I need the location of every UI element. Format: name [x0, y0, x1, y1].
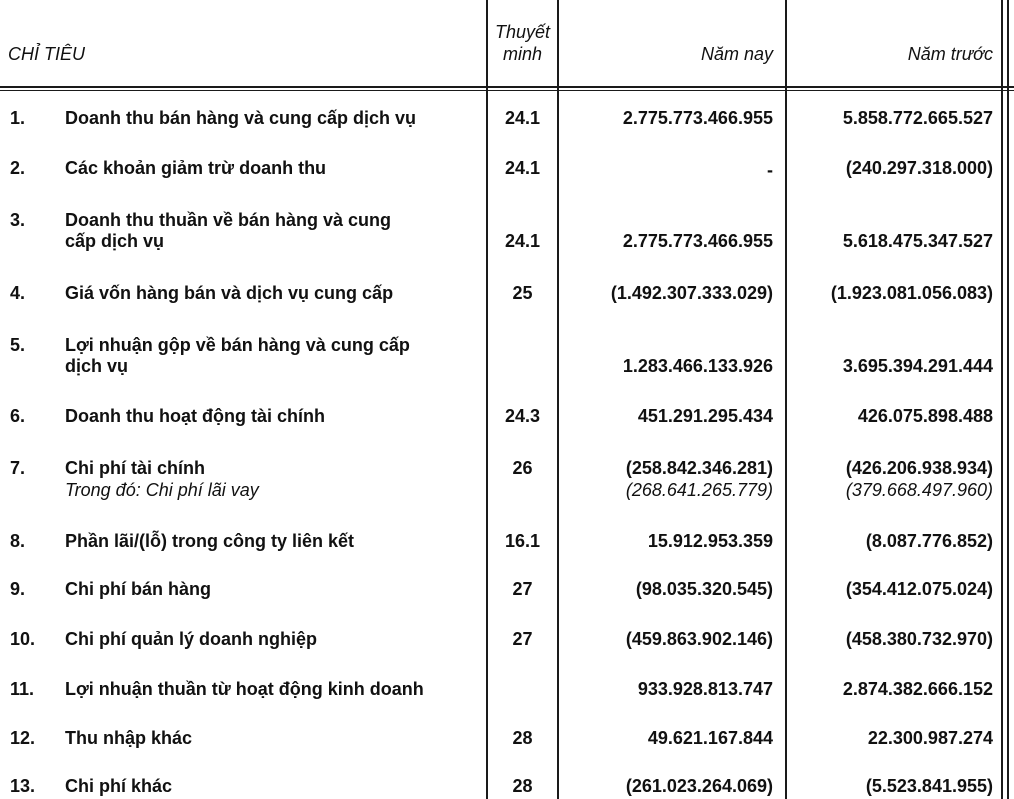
row-label-line-1: Doanh thu thuần về bán hàng và cung: [65, 210, 392, 230]
row-number: 5.: [10, 335, 26, 355]
row-prior: (8.087.776.852): [865, 531, 993, 551]
row-current: 49.621.167.844: [647, 728, 773, 748]
row-label-line-2: cấp dịch vụ: [65, 231, 165, 251]
row-current: (98.035.320.545): [635, 579, 773, 599]
row-current: 15.912.953.359: [647, 531, 773, 551]
row-current: (261.023.264.069): [625, 776, 773, 796]
row-prior: 2.874.382.666.152: [842, 679, 993, 699]
row-number: 2.: [10, 158, 26, 178]
row-current: 933.928.813.747: [637, 679, 773, 699]
header-nam-truoc: Năm trước: [907, 44, 993, 64]
row-label: Giá vốn hàng bán và dịch vụ cung cấp: [65, 283, 394, 303]
row-prior: 426.075.898.488: [857, 406, 993, 426]
column-divider-current-prior: [785, 0, 787, 799]
row-sub-prior: (379.668.497.960): [845, 480, 993, 500]
row-prior: 5.618.475.347.527: [842, 231, 993, 251]
row-sub-current: (268.641.265.779): [625, 480, 773, 500]
row-note: 26: [512, 458, 533, 478]
row-note: 24.1: [504, 231, 541, 251]
row-number: 9.: [10, 579, 26, 599]
header-thuyet: Thuyết: [494, 22, 551, 42]
row-label: Chi phí quản lý doanh nghiệp: [65, 629, 317, 649]
row-label: Chi phí tài chính: [65, 458, 205, 478]
row-label: Doanh thu hoạt động tài chính: [65, 406, 325, 426]
row-note: 24.1: [504, 158, 541, 178]
row-prior: (5.523.841.955): [865, 776, 993, 796]
row-note: 28: [512, 776, 533, 796]
table-right-border-outer: [1007, 0, 1009, 799]
row-label: Phần lãi/(lỗ) trong công ty liên kết: [65, 531, 355, 551]
row-current: (1.492.307.333.029): [610, 283, 773, 303]
header-chi-tieu: CHỈ TIÊU: [8, 44, 86, 64]
row-label: Thu nhập khác: [65, 728, 193, 748]
row-number: 13.: [10, 776, 36, 796]
row-label-line-1: Lợi nhuận gộp về bán hàng và cung cấp: [65, 335, 410, 355]
row-prior: (1.923.081.056.083): [830, 283, 993, 303]
table-right-border: [1001, 0, 1003, 799]
header-minh: minh: [502, 44, 542, 64]
row-note: 24.3: [504, 406, 541, 426]
row-number: 1.: [10, 108, 26, 128]
row-note: 27: [512, 579, 533, 599]
row-label: Chi phí khác: [65, 776, 173, 796]
row-current: (459.863.902.146): [625, 629, 773, 649]
row-label-line-2: dịch vụ: [65, 356, 129, 376]
row-current: 2.775.773.466.955: [622, 231, 773, 251]
column-divider-note-current: [557, 0, 559, 799]
row-current: 1.283.466.133.926: [622, 356, 773, 376]
row-note: 25: [512, 283, 533, 303]
row-note: 16.1: [504, 531, 541, 551]
row-note: 24.1: [504, 108, 541, 128]
row-prior: (240.297.318.000): [845, 158, 993, 178]
row-label: Lợi nhuận thuần từ hoạt động kinh doanh: [65, 679, 424, 699]
row-prior: 22.300.987.274: [867, 728, 993, 748]
row-note: 28: [512, 728, 533, 748]
row-prior: 5.858.772.665.527: [842, 108, 993, 128]
row-number: 4.: [10, 283, 26, 303]
header-divider: [0, 86, 1014, 88]
row-number: 6.: [10, 406, 26, 426]
row-number: 3.: [10, 210, 26, 230]
row-number: 11.: [10, 679, 35, 699]
row-current: (258.842.346.281): [625, 458, 773, 478]
row-sub-label: Trong đó: Chi phí lãi vay: [65, 480, 259, 500]
row-prior: (426.206.938.934): [845, 458, 993, 478]
row-label: Chi phí bán hàng: [65, 579, 211, 599]
row-current: 2.775.773.466.955: [622, 108, 773, 128]
row-number: 12.: [10, 728, 36, 748]
row-prior: (458.380.732.970): [845, 629, 993, 649]
row-number: 7.: [10, 458, 26, 478]
header-nam-nay: Năm nay: [700, 44, 773, 64]
row-current: 451.291.295.434: [637, 406, 773, 426]
row-prior: 3.695.394.291.444: [842, 356, 993, 376]
row-number: 8.: [10, 531, 26, 551]
row-prior: (354.412.075.024): [845, 579, 993, 599]
row-label: Doanh thu bán hàng và cung cấp dịch vụ: [65, 108, 417, 128]
row-current: -: [767, 160, 773, 180]
row-note: 27: [512, 629, 533, 649]
row-label: Các khoản giảm trừ doanh thu: [65, 158, 327, 178]
header-divider-2: [0, 90, 1014, 91]
row-number: 10.: [10, 629, 36, 649]
